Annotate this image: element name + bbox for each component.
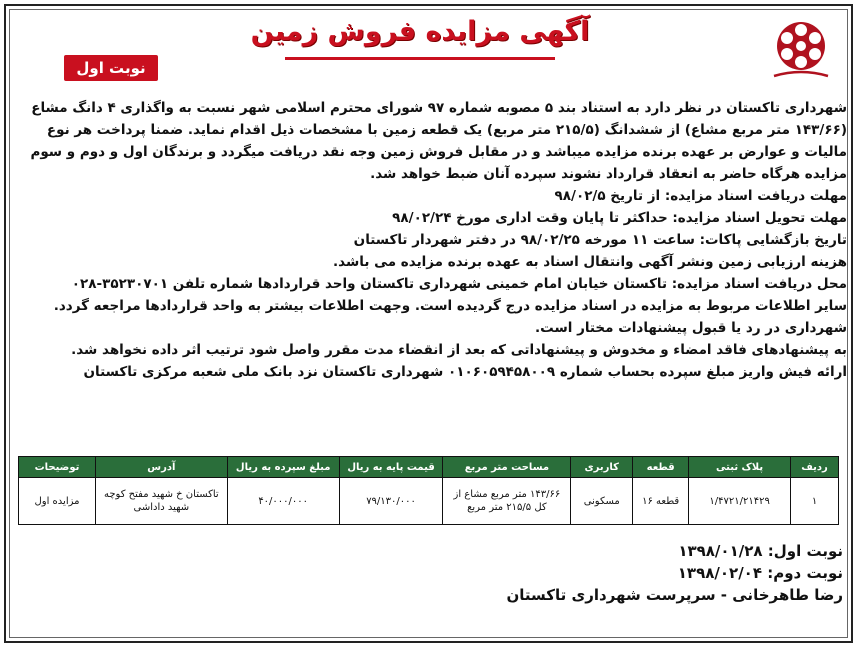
col-header-registration-plate: پلاک ثبتی	[689, 457, 791, 478]
cell-row-number: ۱	[791, 478, 839, 525]
late-bids-note: به پیشنهادهای فاقد امضاء و مخدوش و پیشنهاداتی که بعد از انقضاء مدت مقرر واصل شود ترتیب اثر داده نخواهد شد.	[71, 342, 847, 358]
auction-table	[18, 456, 839, 525]
round-badge: نوبت اول	[64, 55, 158, 81]
notice-title: آگهی مزایده فروش زمین	[250, 16, 590, 47]
first-round-date: نوبت اول: ۱۳۹۸/۰۱/۲۸	[678, 542, 843, 560]
cell-address: تاکستان خ شهید مفتح کوچه شهید داداشی	[95, 478, 227, 525]
deposit-note: ارائه فیش واریز مبلغ سپرده بحساب شماره ۰۱۰۶۰۵۹۴۵۸۰۰۹ شهرداری تاکستان نزد بانک ملی شعبه مرکزی تاکستان	[83, 364, 847, 380]
deadline-receive: مهلت دریافت اسناد مزایده: از تاریخ ۹۸/۰۲/۵	[554, 188, 847, 204]
notice-body	[10, 97, 847, 383]
deadline-deliver: مهلت تحویل اسناد مزایده: حداکثر تا پایان وقت اداری مورخ ۹۸/۰۲/۲۴	[392, 210, 847, 226]
table-row	[19, 478, 839, 525]
col-header-deposit: مبلغ سپرده به ریال	[227, 457, 339, 478]
col-header-base-price: قیمت پایه به ریال	[339, 457, 443, 478]
documents-location: محل دریافت اسناد مزایده: تاکستان خیابان امام خمینی شهرداری تاکستان واحد قراردادها شماره تلفن ۳۵۲۳۰۷۰۱-۰۲۸	[71, 276, 847, 292]
signature-line: رضا طاهرخانی - سرپرست شهرداری تاکستان	[506, 586, 843, 604]
table-header-row	[19, 457, 839, 478]
col-header-lot: قطعه	[633, 457, 689, 478]
col-header-notes: توضیحات	[19, 457, 96, 478]
cell-base-price: ۷۹/۱۳۰/۰۰۰	[339, 478, 443, 525]
cell-registration-plate: ۱/۴۷۲۱/۲۱۴۲۹	[689, 478, 791, 525]
rejection-note: شهرداری در رد یا قبول پیشنهادات مختار است.	[535, 320, 847, 336]
intro-paragraph: شهرداری تاکستان در نظر دارد به استناد بند ۵ مصوبه شماره ۹۷ شورای محترم اسلامی شهر نسبت به واگذاری ۴ دانگ مشاع (۱۴۳/۶۶ متر مربع مشاع) از ششدانگ (۲۱۵/۵ متر مربع) یک قطعه زمین با مشخصات ذیل اقدام نماید. ضمنا پرداخت هر نوع مالیات و عوارض بر عهده برنده مزایده میباشد و در مقابل فروش زمین وجه نقد دریافت میگردد و برندگان اول و دوم و سوم مزایده هرگاه حاضر به انعقاد قرارداد نشوند سپرده آنان ضبط خواهد شد.	[30, 100, 847, 182]
costs-note: هزینه ارزیابی زمین ونشر آگهی وانتقال اسناد به عهده برنده مزایده می باشد.	[333, 254, 847, 270]
opening-date: تاریخ بازگشایی پاکات: ساعت ۱۱ مورخه ۹۸/۰۲/۲۵ در دفتر شهردار تاکستان	[353, 232, 847, 248]
title-underline	[285, 57, 555, 60]
cell-lot: قطعه ۱۶	[633, 478, 689, 525]
col-header-usage: کاربری	[571, 457, 633, 478]
col-header-row-number: ردیف	[791, 457, 839, 478]
publication-footer	[506, 540, 843, 606]
cell-usage: مسکونی	[571, 478, 633, 525]
cell-notes: مزایده اول	[19, 478, 96, 525]
second-round-date: نوبت دوم: ۱۳۹۸/۰۲/۰۴	[677, 564, 843, 582]
cell-deposit: ۴۰/۰۰۰/۰۰۰	[227, 478, 339, 525]
municipality-logo-icon	[762, 14, 840, 84]
cell-area: ۱۴۳/۶۶ متر مربع مشاع از کل ۲۱۵/۵ متر مربع	[443, 478, 571, 525]
col-header-address: آدرس	[95, 457, 227, 478]
col-header-area: مساحت متر مربع	[443, 457, 571, 478]
other-info: سایر اطلاعات مربوط به مزایده در اسناد مزایده درج گردیده است. وجهت اطلاعات بیشتر به واحد قراردادها مراجعه گردد.	[53, 298, 847, 314]
